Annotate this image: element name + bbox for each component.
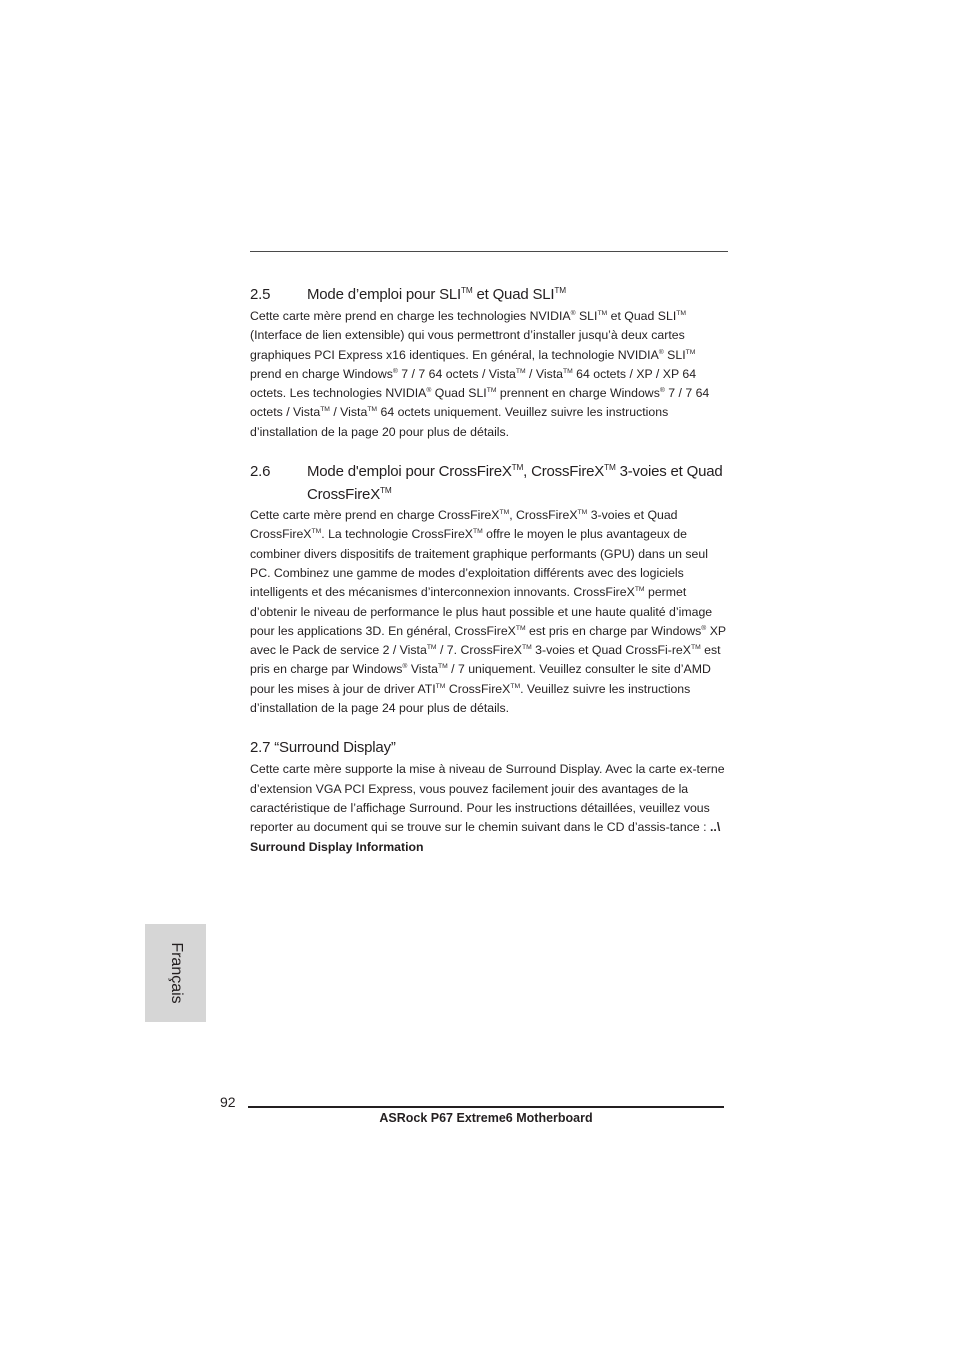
section-2-5 <box>250 283 728 442</box>
footer-title: ASRock P67 Extreme6 Motherboard <box>379 1111 593 1125</box>
section-number: 2.5 <box>250 286 271 303</box>
section-2-7 <box>250 736 728 856</box>
section-number: 2.6 <box>250 463 271 481</box>
section-title: Mode d’emploi pour SLI™ et Quad SLI™ <box>307 286 566 303</box>
section-title: 2.7 “Surround Display” <box>250 739 396 757</box>
section-2-5-heading <box>250 283 728 306</box>
language-label: Français <box>167 942 185 1004</box>
bottom-rule <box>248 1106 724 1108</box>
cd-path: ..\ Surround Display Information <box>250 820 721 854</box>
section-title: Mode d'emploi pour CrossFireX™, CrossFireX™ 3-voies et Quad CrossFireX™ <box>307 463 723 504</box>
section-2-7-body: Cette carte mère supporte la mise à niveau de Surround Display. Avec la carte ex-terne d’extension VGA PCI Express, vous pouvez facilement jouir des avantages de la caractéristique de l’affichage Surround. Pour les instructions détaillées, veuillez vous reporter au document qui se trouve sur le chemin suivant dans le CD d’assis-tance : ..\ Surround Display Information <box>250 762 725 854</box>
section-2-6-heading <box>250 460 728 506</box>
language-tab <box>145 924 206 1022</box>
section-2-6 <box>250 460 728 718</box>
section-2-5-body: Cette carte mère prend en charge les technologies NVIDIA® SLI™ et Quad SLI™ (Interface de lien extensible) qui vous permettront d’installer jusqu’à deux cartes graphiques PCI Express x16 identiques. En général, la technologie NVIDIA® SLI™ prend en charge Windows® 7 / 7 64 octets / Vista™ / Vista™ 64 octets / XP / XP 64 octets. Les technologies NVIDIA® Quad SLI™ prennent en charge Windows® 7 / 7 64 octets / Vista™ / Vista™ 64 octets uniquement. Veuillez suivre les instructions d’installation de la page 20 pour plus de détails. <box>250 309 710 439</box>
section-2-6-body: Cette carte mère prend en charge CrossFireX™, CrossFireX™ 3-voies et Quad CrossFireX™. La technologie CrossFireX™ offre le moyen le plus avantageux de combiner divers dispositifs de traitement graphique performants (GPU) dans un seul PC. Combinez une gamme de modes d’exploitation différents avec des logiciels intelligents et des mécanismes d’interconnexion innovants. CrossFireX™ permet d’obtenir le niveau de performance le plus haut possible et une haute qualité d’image pour les applications 3D. En général, CrossFireX™ est pris en charge par Windows® XP avec le Pack de service 2 / Vista™ / 7. CrossFireX™ 3-voies et Quad CrossFi-reX™ est pris en charge par Windows® Vista™ / 7 uniquement. Veuillez consulter le site d’AMD pour les mises à jour de driver ATI™ CrossFireX™. Veuillez suivre les instructions d’installation de la page 24 pour plus de détails. <box>250 508 726 716</box>
top-rule <box>250 251 728 252</box>
page-number: 92 <box>220 1094 236 1110</box>
section-2-7-heading <box>250 736 728 759</box>
page-content <box>250 283 728 857</box>
